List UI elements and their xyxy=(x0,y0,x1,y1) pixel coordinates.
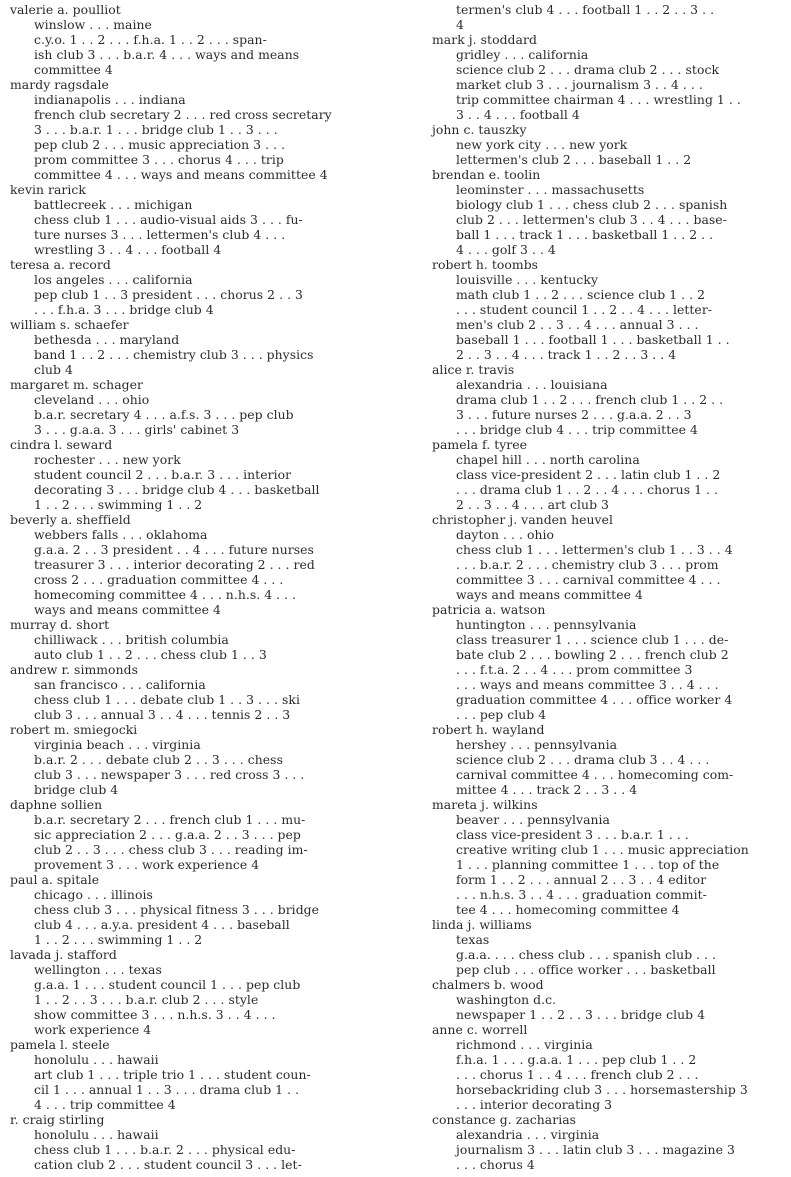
student-entry xyxy=(432,602,790,722)
student-name: brendan e. toolin xyxy=(432,167,541,182)
student-activities-line: . . . b.a.r. 2 . . . chemistry club 3 . . . prom xyxy=(456,557,719,572)
student-activities-line: carnival committee 4 . . . homecoming com- xyxy=(456,767,734,782)
student-hometown: rochester . . . new york xyxy=(34,452,181,467)
student-name: mareta j. wilkins xyxy=(432,797,538,812)
student-name: anne c. worrell xyxy=(432,1022,528,1037)
student-activities-line: mittee 4 . . . track 2 . . 3 . . 4 xyxy=(456,782,638,797)
student-hometown: winslow . . . maine xyxy=(34,17,152,32)
student-activities-line: provement 3 . . . work experience 4 xyxy=(34,857,260,872)
student-activities-line: baseball 1 . . . football 1 . . . basketball 1 . . xyxy=(456,332,730,347)
student-entry xyxy=(432,257,790,362)
student-hometown: honolulu . . . hawaii xyxy=(34,1127,159,1142)
student-activities-line: science club 2 . . . drama club 3 . . 4 . . . xyxy=(456,752,710,767)
student-hometown: wellington . . . texas xyxy=(34,962,162,977)
student-hometown: battlecreek . . . michigan xyxy=(34,197,193,212)
student-activities-line: newspaper 1 . . 2 . . 3 . . . bridge club 4 xyxy=(456,1007,706,1022)
student-activities-line: g.a.a. . . . chess club . . . spanish club . . . xyxy=(456,947,717,962)
student-name: margaret m. schager xyxy=(10,377,143,392)
student-activities-line: . . . n.h.s. 3 . . 4 . . . graduation commit- xyxy=(456,887,707,902)
student-entry xyxy=(10,1112,382,1172)
student-hometown: chilliwack . . . british columbia xyxy=(34,632,229,647)
student-activities-line: g.a.a. 2 . . 3 president . . 4 . . . future nurses xyxy=(34,542,314,557)
student-entry xyxy=(10,797,382,872)
student-activities-line: band 1 . . 2 . . . chemistry club 3 . . . physics xyxy=(34,347,314,362)
student-activities-line: cation club 2 . . . student council 3 . . . let- xyxy=(34,1157,302,1172)
student-hometown: cleveland . . . ohio xyxy=(34,392,150,407)
student-activities-line: club 2 . . . lettermen's club 3 . . 4 . . . base- xyxy=(456,212,727,227)
student-hometown: hershey . . . pennsylvania xyxy=(456,737,618,752)
student-activities-line: decorating 3 . . . bridge club 4 . . . basketball xyxy=(34,482,320,497)
student-activities-line: market club 3 . . . journalism 3 . . 4 . . . xyxy=(456,77,703,92)
student-activities-line: 1 . . 2 . . . swimming 1 . . 2 xyxy=(34,497,203,512)
student-activities-line: committee 4 . . . ways and means committee 4 xyxy=(34,167,328,182)
student-activities-line: club 2 . . 3 . . . chess club 3 . . . reading im- xyxy=(34,842,308,857)
student-activities-line: 1 . . 2 . . . swimming 1 . . 2 xyxy=(34,932,203,947)
student-activities-line: art club 1 . . . triple trio 1 . . . student coun- xyxy=(34,1067,311,1082)
student-activities-line: . . . ways and means committee 3 . . 4 . . . xyxy=(456,677,719,692)
student-name: murray d. short xyxy=(10,617,110,632)
student-activities-line: b.a.r. 2 . . . debate club 2 . . 3 . . . chess xyxy=(34,752,283,767)
student-activities-line: chess club 3 . . . physical fitness 3 . . . bridge xyxy=(34,902,320,917)
student-activities-line: bate club 2 . . . bowling 2 . . . french club 2 xyxy=(456,647,729,662)
student-hometown: new york city . . . new york xyxy=(456,137,628,152)
student-activities-line: drama club 1 . . 2 . . . french club 1 . . 2 . . xyxy=(456,392,724,407)
right-column xyxy=(432,2,790,1172)
student-name: kevin rarick xyxy=(10,182,86,197)
student-name: cindra l. seward xyxy=(10,437,113,452)
student-activities-line: club 4 xyxy=(34,362,73,377)
student-activities-line: committee 4 xyxy=(34,62,113,77)
student-hometown: bethesda . . . maryland xyxy=(34,332,180,347)
student-activities-line: trip committee chairman 4 . . . wrestling 1 . . xyxy=(456,92,741,107)
student-entry xyxy=(432,2,790,32)
student-activities-line: ture nurses 3 . . . lettermen's club 4 . . . xyxy=(34,227,286,242)
student-hometown: honolulu . . . hawaii xyxy=(34,1052,159,1067)
student-name: robert h. toombs xyxy=(432,257,539,272)
student-activities-line: 2 . . 3 . . 4 . . . art club 3 xyxy=(456,497,609,512)
student-entry xyxy=(432,512,790,602)
student-name: pamela f. tyree xyxy=(432,437,528,452)
student-activities-line: c.y.o. 1 . . 2 . . . f.h.a. 1 . . 2 . . . span- xyxy=(34,32,267,47)
student-activities-line: . . . chorus 4 xyxy=(456,1157,535,1172)
student-activities-line: pep club . . . office worker . . . basketball xyxy=(456,962,716,977)
student-entry xyxy=(432,1112,790,1172)
student-entry xyxy=(432,167,790,257)
student-activities-line: men's club 2 . . 3 . . 4 . . . annual 3 . . . xyxy=(456,317,699,332)
student-name: teresa a. record xyxy=(10,257,111,272)
student-name: robert h. wayland xyxy=(432,722,545,737)
student-name: paul a. spitale xyxy=(10,872,100,887)
student-activities-line: lettermen's club 2 . . . baseball 1 . . 2 xyxy=(456,152,692,167)
student-hometown: indianapolis . . . indiana xyxy=(34,92,186,107)
student-activities-line: . . . interior decorating 3 xyxy=(456,1097,613,1112)
student-entry xyxy=(432,722,790,797)
student-activities-line: termen's club 4 . . . football 1 . . 2 . . 3 . . xyxy=(456,2,715,17)
student-activities-line: graduation committee 4 . . . office worker 4 xyxy=(456,692,733,707)
student-activities-line: chess club 1 . . . b.a.r. 2 . . . physical edu- xyxy=(34,1142,296,1157)
student-entry xyxy=(10,377,382,437)
student-activities-line: cil 1 . . . annual 1 . . 3 . . . drama club 1 . . xyxy=(34,1082,300,1097)
student-activities-line: pep club 2 . . . music appreciation 3 . . . xyxy=(34,137,286,152)
student-activities-line: . . . f.t.a. 2 . . 4 . . . prom committee 3 xyxy=(456,662,693,677)
student-entry xyxy=(432,122,790,167)
student-hometown: washington d.c. xyxy=(456,992,557,1007)
student-hometown: texas xyxy=(456,932,490,947)
left-column xyxy=(10,2,382,1172)
student-name: lavada j. stafford xyxy=(10,947,117,962)
student-name: constance g. zacharias xyxy=(432,1112,577,1127)
student-entry xyxy=(432,362,790,437)
student-activities-line: class treasurer 1 . . . science club 1 . . . de- xyxy=(456,632,729,647)
student-activities-line: math club 1 . . 2 . . . science club 1 . . 2 xyxy=(456,287,706,302)
student-hometown: chapel hill . . . north carolina xyxy=(456,452,640,467)
student-activities-line: french club secretary 2 . . . red cross secretary xyxy=(34,107,332,122)
student-hometown: webbers falls . . . oklahoma xyxy=(34,527,208,542)
student-hometown: leominster . . . massachusetts xyxy=(456,182,645,197)
student-entry xyxy=(432,437,790,512)
student-hometown: huntington . . . pennsylvania xyxy=(456,617,637,632)
student-entry xyxy=(10,722,382,797)
student-activities-line: cross 2 . . . graduation committee 4 . . . xyxy=(34,572,284,587)
student-name: r. craig stirling xyxy=(10,1112,105,1127)
student-activities-line: class vice-president 3 . . . b.a.r. 1 . . . xyxy=(456,827,689,842)
student-activities-line: club 3 . . . annual 3 . . 4 . . . tennis 2 . . 3 xyxy=(34,707,291,722)
student-entry xyxy=(10,617,382,662)
student-entry xyxy=(432,797,790,917)
student-entry xyxy=(10,317,382,377)
student-name: linda j. williams xyxy=(432,917,532,932)
student-name: daphne sollien xyxy=(10,797,103,812)
student-name: pamela l. steele xyxy=(10,1037,110,1052)
student-activities-line: 4 xyxy=(456,17,464,32)
student-activities-line: . . . student council 1 . . 2 . . 4 . . . letter- xyxy=(456,302,713,317)
student-hometown: richmond . . . virginia xyxy=(456,1037,593,1052)
student-activities-line: chess club 1 . . . audio-visual aids 3 . . . fu- xyxy=(34,212,303,227)
student-activities-line: work experience 4 xyxy=(34,1022,152,1037)
student-name: andrew r. simmonds xyxy=(10,662,138,677)
student-activities-line: g.a.a. 1 . . . student council 1 . . . pep club xyxy=(34,977,301,992)
student-entry xyxy=(432,977,790,1022)
student-entry xyxy=(432,1022,790,1112)
student-hometown: louisville . . . kentucky xyxy=(456,272,598,287)
student-entry xyxy=(10,2,382,77)
student-entry xyxy=(10,257,382,317)
student-activities-line: chess club 1 . . . debate club 1 . . 3 . . . ski xyxy=(34,692,300,707)
student-activities-line: treasurer 3 . . . interior decorating 2 . . . red xyxy=(34,557,315,572)
student-hometown: los angeles . . . california xyxy=(34,272,193,287)
student-name: chalmers b. wood xyxy=(432,977,544,992)
student-activities-line: . . . f.h.a. 3 . . . bridge club 4 xyxy=(34,302,214,317)
student-activities-line: 1 . . 2 . . 3 . . . b.a.r. club 2 . . . style xyxy=(34,992,259,1007)
student-activities-line: 4 . . . golf 3 . . 4 xyxy=(456,242,556,257)
student-entry xyxy=(10,1037,382,1112)
student-activities-line: 3 . . . g.a.a. 3 . . . girls' cabinet 3 xyxy=(34,422,240,437)
student-activities-line: ball 1 . . . track 1 . . . basketball 1 . . 2 . . xyxy=(456,227,714,242)
student-activities-line: show committee 3 . . . n.h.s. 3 . . 4 . . . xyxy=(34,1007,276,1022)
student-hometown: chicago . . . illinois xyxy=(34,887,153,902)
student-entry xyxy=(10,437,382,512)
student-name: patricia a. watson xyxy=(432,602,546,617)
student-entry xyxy=(432,32,790,122)
student-hometown: alexandria . . . virginia xyxy=(456,1127,600,1142)
student-hometown: b.a.r. secretary 2 . . . french club 1 . . . mu- xyxy=(34,812,306,827)
student-activities-line: club 3 . . . newspaper 3 . . . red cross 3 . . . xyxy=(34,767,305,782)
student-hometown: alexandria . . . louisiana xyxy=(456,377,608,392)
student-activities-line: creative writing club 1 . . . music appreciation xyxy=(456,842,749,857)
student-hometown: san francisco . . . california xyxy=(34,677,206,692)
student-hometown: gridley . . . california xyxy=(456,47,589,62)
student-activities-line: 2 . . 3 . . 4 . . . track 1 . . 2 . . 3 . . 4 xyxy=(456,347,677,362)
student-name: valerie a. poulliot xyxy=(10,2,121,17)
student-activities-line: horsebackriding club 3 . . . horsemastership 3 xyxy=(456,1082,748,1097)
student-activities-line: 3 . . 4 . . . football 4 xyxy=(456,107,580,122)
student-name: william s. schaefer xyxy=(10,317,129,332)
student-activities-line: ways and means committee 4 xyxy=(456,587,643,602)
student-name: mark j. stoddard xyxy=(432,32,537,47)
student-activities-line: science club 2 . . . drama club 2 . . . stock xyxy=(456,62,720,77)
student-activities-line: f.h.a. 1 . . . g.a.a. 1 . . . pep club 1 . . 2 xyxy=(456,1052,697,1067)
student-activities-line: bridge club 4 xyxy=(34,782,119,797)
student-name: beverly a. sheffield xyxy=(10,512,131,527)
student-activities-line: form 1 . . 2 . . . annual 2 . . 3 . . 4 editor xyxy=(456,872,707,887)
student-activities-line: sic appreciation 2 . . . g.a.a. 2 . . 3 . . . pep xyxy=(34,827,301,842)
student-entry xyxy=(10,947,382,1037)
student-activities-line: auto club 1 . . 2 . . . chess club 1 . . 3 xyxy=(34,647,267,662)
student-activities-line: tee 4 . . . homecoming committee 4 xyxy=(456,902,680,917)
student-activities-line: ish club 3 . . . b.a.r. 4 . . . ways and means xyxy=(34,47,300,62)
student-activities-line: biology club 1 . . . chess club 2 . . . spanish xyxy=(456,197,728,212)
student-name: christopher j. vanden heuvel xyxy=(432,512,613,527)
student-activities-line: 4 . . . trip committee 4 xyxy=(34,1097,176,1112)
student-activities-line: club 4 . . . a.y.a. president 4 . . . baseball xyxy=(34,917,290,932)
student-activities-line: pep club 1 . . 3 president . . . chorus 2 . . 3 xyxy=(34,287,303,302)
student-activities-line: 3 . . . future nurses 2 . . . g.a.a. 2 . . 3 xyxy=(456,407,692,422)
student-activities-line: 3 . . . b.a.r. 1 . . . bridge club 1 . . 3 . . . xyxy=(34,122,278,137)
student-hometown: dayton . . . ohio xyxy=(456,527,555,542)
student-entry xyxy=(10,77,382,182)
student-activities-line: chess club 1 . . . lettermen's club 1 . . 3 . . 4 xyxy=(456,542,733,557)
student-activities-line: ways and means committee 4 xyxy=(34,602,221,617)
student-entry xyxy=(432,917,790,977)
student-name: mardy ragsdale xyxy=(10,77,109,92)
student-activities-line: wrestling 3 . . 4 . . . football 4 xyxy=(34,242,222,257)
student-activities-line: . . . drama club 1 . . 2 . . 4 . . . chorus 1 . . xyxy=(456,482,718,497)
student-entry xyxy=(10,182,382,257)
student-activities-line: b.a.r. secretary 4 . . . a.f.s. 3 . . . pep club xyxy=(34,407,294,422)
student-entry xyxy=(10,662,382,722)
student-activities-line: . . . bridge club 4 . . . trip committee 4 xyxy=(456,422,698,437)
student-activities-line: 1 . . . planning committee 1 . . . top of the xyxy=(456,857,720,872)
student-name: robert m. smiegocki xyxy=(10,722,138,737)
student-name: alice r. travis xyxy=(432,362,515,377)
student-activities-line: class vice-president 2 . . . latin club 1 . . 2 xyxy=(456,467,721,482)
student-activities-line: journalism 3 . . . latin club 3 . . . magazine 3 xyxy=(456,1142,735,1157)
student-activities-line: prom committee 3 . . . chorus 4 . . . trip xyxy=(34,152,284,167)
student-activities-line: . . . pep club 4 xyxy=(456,707,547,722)
student-activities-line: homecoming committee 4 . . . n.h.s. 4 . . . xyxy=(34,587,297,602)
student-entry xyxy=(10,512,382,617)
student-activities-line: . . . chorus 1 . . 4 . . . french club 2 . . . xyxy=(456,1067,699,1082)
student-entry xyxy=(10,872,382,947)
student-hometown: virginia beach . . . virginia xyxy=(34,737,201,752)
student-activities-line: committee 3 . . . carnival committee 4 . . . xyxy=(456,572,721,587)
student-name: john c. tauszky xyxy=(432,122,527,137)
student-activities-line: student council 2 . . . b.a.r. 3 . . . interior xyxy=(34,467,292,482)
student-hometown: beaver . . . pennsylvania xyxy=(456,812,610,827)
